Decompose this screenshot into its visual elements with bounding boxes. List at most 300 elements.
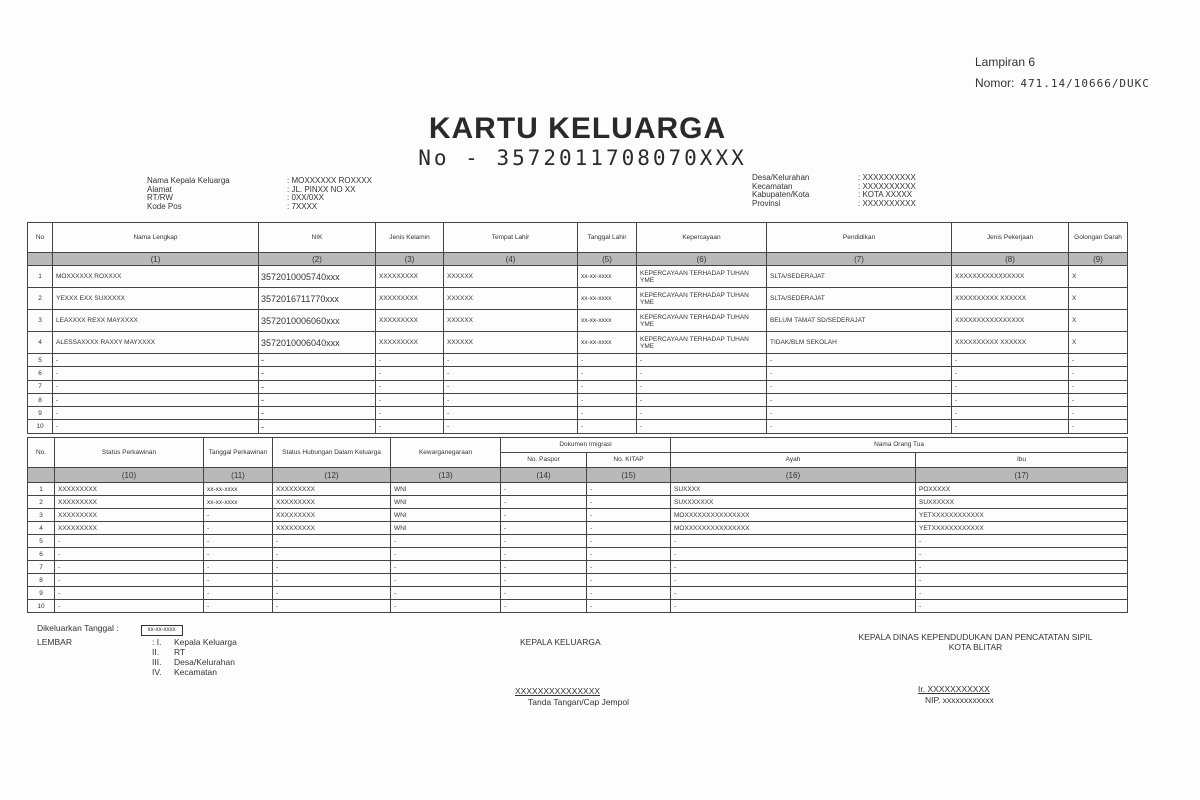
cell: XXXXXXXXX bbox=[55, 483, 204, 496]
lembar-roman: : I. bbox=[152, 637, 162, 647]
cell: - bbox=[578, 420, 637, 433]
col-index: (17) bbox=[916, 468, 1128, 483]
col-index: (16) bbox=[671, 468, 916, 483]
cell: 6 bbox=[28, 548, 55, 561]
col-index: (13) bbox=[391, 468, 501, 483]
col-index: (4) bbox=[444, 253, 578, 266]
cell: 5 bbox=[28, 535, 55, 548]
cell: - bbox=[637, 367, 767, 380]
cell: - bbox=[916, 561, 1128, 574]
cell: - bbox=[501, 600, 587, 613]
cell: 2 bbox=[28, 496, 55, 509]
col-header-ayah: Ayah bbox=[671, 453, 916, 468]
cell: - bbox=[587, 522, 671, 535]
cell: 3572010005740xxx bbox=[259, 266, 376, 288]
col-header-status-hubungan: Status Hubungan Dalam Keluarga bbox=[273, 438, 391, 468]
cell: 3 bbox=[28, 509, 55, 522]
col-header-tanggal-perkawinan: Tanggal Perkawinan bbox=[204, 438, 273, 468]
info-label: Kode Pos bbox=[147, 201, 182, 211]
cell: - bbox=[916, 548, 1128, 561]
cell: - bbox=[637, 420, 767, 433]
col-index: (8) bbox=[952, 253, 1069, 266]
cell: - bbox=[273, 548, 391, 561]
col-index: (10) bbox=[55, 468, 204, 483]
col-header-status-perkawinan: Status Perkawinan bbox=[55, 438, 204, 468]
lembar-list bbox=[37, 637, 237, 677]
info-label: Kabupaten/Kota bbox=[752, 190, 810, 199]
table-header-row bbox=[28, 223, 1128, 253]
info-label: Provinsi bbox=[752, 198, 781, 208]
col-header: Tempat Lahir bbox=[444, 223, 578, 253]
lembar-item bbox=[152, 637, 237, 647]
col-header: Kepercayaan bbox=[637, 223, 767, 253]
cell: - bbox=[376, 407, 444, 420]
cell: - bbox=[1069, 393, 1128, 406]
cell: - bbox=[587, 587, 671, 600]
cell: SLTA/SEDERAJAT bbox=[767, 266, 952, 288]
table-row bbox=[28, 288, 1128, 310]
cell: 7 bbox=[28, 561, 55, 574]
cell: - bbox=[53, 380, 259, 393]
cell: - bbox=[916, 574, 1128, 587]
cell: xx-xx-xxxx bbox=[578, 266, 637, 288]
info-value: : XXXXXXXXXX bbox=[858, 198, 916, 208]
table-row bbox=[28, 496, 1128, 509]
cell: - bbox=[204, 574, 273, 587]
info-label: Alamat bbox=[147, 184, 172, 194]
cell: - bbox=[671, 535, 916, 548]
info-value: : MOXXXXXX ROXXXX bbox=[287, 176, 372, 185]
cell: - bbox=[671, 561, 916, 574]
col-header: No bbox=[28, 223, 53, 253]
cell: KEPERCAYAAN TERHADAP TUHAN YME bbox=[637, 266, 767, 288]
cell: KEPERCAYAAN TERHADAP TUHAN YME bbox=[637, 288, 767, 310]
cell: XXXXXXXXXX XXXXXX bbox=[952, 332, 1069, 354]
cell: - bbox=[444, 367, 578, 380]
cell: - bbox=[444, 393, 578, 406]
cell: - bbox=[501, 535, 587, 548]
lembar-item bbox=[152, 647, 237, 657]
info-value: : JL. PINXX NO XX bbox=[287, 184, 356, 194]
lembar-roman: II. bbox=[152, 647, 160, 657]
cell: WNI bbox=[391, 522, 501, 535]
col-header: Jenis Kelamin bbox=[376, 223, 444, 253]
cell: XXXXXXXXX bbox=[376, 266, 444, 288]
cell: XXXXXXXXXXXXXXXX bbox=[952, 310, 1069, 332]
cell: - bbox=[637, 380, 767, 393]
col-index: (12) bbox=[273, 468, 391, 483]
cell: xx-xx-xxxx bbox=[578, 332, 637, 354]
cell: - bbox=[55, 574, 204, 587]
cell: TIDAK/BLM SEKOLAH bbox=[767, 332, 952, 354]
info-label: Kecamatan bbox=[752, 181, 793, 191]
cell: - bbox=[501, 509, 587, 522]
table-row bbox=[28, 574, 1128, 587]
cell: - bbox=[1069, 420, 1128, 433]
table-row bbox=[28, 600, 1128, 613]
cell: 7 bbox=[28, 380, 53, 393]
cell: - bbox=[444, 420, 578, 433]
kk-number: No - 3572011708070XXX bbox=[418, 146, 747, 170]
cell: XXXXXXXXXX XXXXXX bbox=[952, 288, 1069, 310]
table-row bbox=[28, 393, 1128, 406]
table-header-row bbox=[28, 438, 1128, 453]
cell: - bbox=[637, 407, 767, 420]
cell: - bbox=[587, 535, 671, 548]
cell: - bbox=[671, 600, 916, 613]
cell: - bbox=[578, 354, 637, 367]
cell: - bbox=[578, 380, 637, 393]
cell: KEPERCAYAAN TERHADAP TUHAN YME bbox=[637, 310, 767, 332]
cell: xx-xx-xxxx bbox=[204, 483, 273, 496]
cell: - bbox=[501, 587, 587, 600]
cell: SUXXXX bbox=[671, 483, 916, 496]
info-value: : XXXXXXXXXX bbox=[858, 173, 916, 182]
table-row bbox=[28, 367, 1128, 380]
col-header: Nama Lengkap bbox=[53, 223, 259, 253]
cell: - bbox=[376, 380, 444, 393]
signature-caption: Tanda Tangan/Cap Jempol bbox=[528, 697, 629, 707]
cell: - bbox=[391, 587, 501, 600]
cell: - bbox=[376, 420, 444, 433]
cell: - bbox=[1069, 380, 1128, 393]
info-label: Nama Kepala Keluarga bbox=[147, 176, 230, 185]
cell: - bbox=[916, 600, 1128, 613]
cell: - bbox=[637, 393, 767, 406]
cell: - bbox=[204, 548, 273, 561]
cell: - bbox=[587, 483, 671, 496]
cell: 4 bbox=[28, 522, 55, 535]
cell: - bbox=[204, 561, 273, 574]
col-header-no: No. bbox=[28, 438, 55, 468]
col-index: (1) bbox=[53, 253, 259, 266]
lembar-roman: III. bbox=[152, 657, 162, 667]
cell: 3572010006060xxx bbox=[259, 310, 376, 332]
cell: - bbox=[587, 509, 671, 522]
col-index bbox=[28, 468, 55, 483]
cell: - bbox=[55, 548, 204, 561]
cell: 2 bbox=[28, 288, 53, 310]
issued-label: Dikeluarkan Tanggal : bbox=[37, 623, 119, 633]
cell: WNI bbox=[391, 496, 501, 509]
header-info-left bbox=[147, 177, 372, 211]
table-row bbox=[28, 522, 1128, 535]
table-row bbox=[28, 561, 1128, 574]
col-index: (9) bbox=[1069, 253, 1128, 266]
cell: XXXXXXXXX bbox=[273, 496, 391, 509]
info-value: : XXXXXXXXXX bbox=[858, 181, 916, 191]
col-index bbox=[28, 253, 53, 266]
col-header-paspor: No. Paspor bbox=[501, 453, 587, 468]
cell: - bbox=[444, 354, 578, 367]
cell: - bbox=[767, 354, 952, 367]
cell: - bbox=[55, 535, 204, 548]
table-row bbox=[28, 266, 1128, 288]
attachment-label: Lampiran 6 bbox=[975, 55, 1036, 69]
cell: - bbox=[273, 587, 391, 600]
cell: - bbox=[273, 574, 391, 587]
cell: - bbox=[767, 393, 952, 406]
info-label: Desa/Kelurahan bbox=[752, 173, 810, 182]
kepala-keluarga-name: XXXXXXXXXXXXXXX bbox=[515, 686, 601, 696]
cell: X bbox=[1069, 332, 1128, 354]
cell: - bbox=[952, 367, 1069, 380]
cell: - bbox=[259, 407, 376, 420]
cell: XXXXXXXXX bbox=[376, 288, 444, 310]
lembar-roman: IV. bbox=[152, 667, 162, 677]
col-header: Pendidikan bbox=[767, 223, 952, 253]
cell: 6 bbox=[28, 367, 53, 380]
cell: - bbox=[376, 354, 444, 367]
cell: LEAXXXX REXX MAYXXXX bbox=[53, 310, 259, 332]
cell: XXXXXXXXX bbox=[376, 332, 444, 354]
cell: YEXXX EXX SUXXXXX bbox=[53, 288, 259, 310]
cell: - bbox=[273, 535, 391, 548]
cell: ALESSAXXXX RAXXY MAYXXXX bbox=[53, 332, 259, 354]
cell: BELUM TAMAT SD/SEDERAJAT bbox=[767, 310, 952, 332]
info-value: : KOTA XXXXX bbox=[858, 190, 913, 199]
col-index: (15) bbox=[587, 468, 671, 483]
cell: - bbox=[501, 496, 587, 509]
cell: - bbox=[53, 354, 259, 367]
cell: XXXXXXXXX bbox=[55, 496, 204, 509]
cell: - bbox=[952, 407, 1069, 420]
civil-status-table bbox=[27, 437, 1128, 613]
table-row bbox=[28, 535, 1128, 548]
cell: - bbox=[916, 587, 1128, 600]
table-row bbox=[28, 380, 1128, 393]
info-row bbox=[147, 186, 372, 195]
cell: XXXXXX bbox=[444, 310, 578, 332]
cell: XXXXXXXXXXXXXXXX bbox=[952, 266, 1069, 288]
cell: XXXXXXXXX bbox=[55, 522, 204, 535]
info-label: RT/RW bbox=[147, 193, 173, 202]
lembar-item bbox=[152, 657, 237, 667]
info-row bbox=[147, 203, 372, 212]
cell: - bbox=[952, 393, 1069, 406]
index-row bbox=[28, 253, 1128, 266]
document-number bbox=[975, 76, 1150, 90]
table-row bbox=[28, 483, 1128, 496]
col-header-ibu: Ibu bbox=[916, 453, 1128, 468]
cell: 1 bbox=[28, 483, 55, 496]
cell: - bbox=[637, 354, 767, 367]
col-header-kitap: No. KITAP bbox=[587, 453, 671, 468]
cell: - bbox=[501, 483, 587, 496]
cell: - bbox=[671, 574, 916, 587]
lembar-item-label: Kecamatan bbox=[174, 667, 217, 677]
info-value: : 0XX/0XX bbox=[287, 193, 324, 202]
lembar-item-label: RT bbox=[174, 647, 186, 657]
info-value: : 7XXXX bbox=[287, 201, 318, 211]
cell: MOXXXXXX ROXXXX bbox=[53, 266, 259, 288]
cell: - bbox=[1069, 354, 1128, 367]
cell: - bbox=[578, 367, 637, 380]
dinas-official-nip: NIP. xxxxxxxxxxxx bbox=[925, 695, 994, 705]
col-header-nama-orang-tua: Nama Orang Tua bbox=[671, 438, 1128, 453]
cell: 3572016711770xxx bbox=[259, 288, 376, 310]
cell: 9 bbox=[28, 587, 55, 600]
page-title: KARTU KELUARGA bbox=[428, 112, 727, 145]
cell: - bbox=[501, 522, 587, 535]
cell: - bbox=[53, 420, 259, 433]
table-row bbox=[28, 310, 1128, 332]
issued-date bbox=[37, 623, 183, 636]
cell: - bbox=[391, 574, 501, 587]
table-row bbox=[28, 407, 1128, 420]
cell: - bbox=[273, 561, 391, 574]
info-row bbox=[752, 200, 916, 209]
cell: 4 bbox=[28, 332, 53, 354]
cell: 8 bbox=[28, 393, 53, 406]
col-header: NIK bbox=[259, 223, 376, 253]
cell: 1 bbox=[28, 266, 53, 288]
cell: - bbox=[391, 600, 501, 613]
cell: 3572010006040xxx bbox=[259, 332, 376, 354]
lembar-item bbox=[152, 667, 237, 677]
cell: SUXXXXXX bbox=[916, 496, 1128, 509]
cell: - bbox=[55, 561, 204, 574]
cell: - bbox=[952, 420, 1069, 433]
cell: SUXXXXXXX bbox=[671, 496, 916, 509]
cell: - bbox=[53, 407, 259, 420]
lembar-item-label: Kepala Keluarga bbox=[174, 637, 237, 647]
kepala-keluarga-label: KEPALA KELUARGA bbox=[520, 637, 601, 647]
table-row bbox=[28, 332, 1128, 354]
cell: - bbox=[204, 509, 273, 522]
cell: XXXXXXXXX bbox=[273, 509, 391, 522]
cell: - bbox=[204, 587, 273, 600]
cell: - bbox=[204, 535, 273, 548]
cell: - bbox=[1069, 367, 1128, 380]
cell: - bbox=[767, 380, 952, 393]
lembar-label: LEMBAR bbox=[37, 637, 72, 647]
col-header-kewarganegaraan: Kewarganegaraan bbox=[391, 438, 501, 468]
cell: - bbox=[501, 574, 587, 587]
lembar-item-label: Desa/Kelurahan bbox=[174, 657, 235, 667]
cell: - bbox=[259, 420, 376, 433]
cell: XXXXXXXXX bbox=[273, 483, 391, 496]
col-header: Tanggal Lahir bbox=[578, 223, 637, 253]
col-index: (11) bbox=[204, 468, 273, 483]
header-info-right bbox=[752, 174, 916, 208]
cell: - bbox=[259, 367, 376, 380]
cell: X bbox=[1069, 310, 1128, 332]
col-index: (6) bbox=[637, 253, 767, 266]
cell: - bbox=[391, 561, 501, 574]
cell: - bbox=[501, 548, 587, 561]
cell: - bbox=[671, 587, 916, 600]
cell: - bbox=[578, 393, 637, 406]
cell: YETXXXXXXXXXXXX bbox=[916, 509, 1128, 522]
table-row bbox=[28, 509, 1128, 522]
col-header: Jenis Pekerjaan bbox=[952, 223, 1069, 253]
col-header-dokumen-imigrasi: Dokumen Imigrasi bbox=[501, 438, 671, 453]
col-index: (5) bbox=[578, 253, 637, 266]
dinas-label: KEPALA DINAS KEPENDUDUKAN DAN PENCATATAN SIPIL KOTA BLITAR bbox=[858, 632, 1093, 652]
cell: - bbox=[587, 561, 671, 574]
cell: - bbox=[587, 574, 671, 587]
col-index: (7) bbox=[767, 253, 952, 266]
table-row bbox=[28, 354, 1128, 367]
cell: - bbox=[767, 420, 952, 433]
issued-date-value: xx-xx-xxxx bbox=[141, 625, 183, 636]
cell: KEPERCAYAAN TERHADAP TUHAN YME bbox=[637, 332, 767, 354]
cell: xx-xx-xxxx bbox=[204, 496, 273, 509]
cell: - bbox=[259, 380, 376, 393]
cell: 5 bbox=[28, 354, 53, 367]
family-members-table bbox=[27, 222, 1128, 434]
cell: YETXXXXXXXXXXXX bbox=[916, 522, 1128, 535]
cell: - bbox=[916, 535, 1128, 548]
cell: - bbox=[273, 600, 391, 613]
cell: POXXXXX bbox=[916, 483, 1128, 496]
col-index: (3) bbox=[376, 253, 444, 266]
cell: XXXXXXXXX bbox=[273, 522, 391, 535]
cell: - bbox=[391, 535, 501, 548]
cell: - bbox=[1069, 407, 1128, 420]
cell: 9 bbox=[28, 407, 53, 420]
cell: X bbox=[1069, 266, 1128, 288]
cell: - bbox=[444, 407, 578, 420]
cell: MOXXXXXXXXXXXXXXX bbox=[671, 522, 916, 535]
cell: X bbox=[1069, 288, 1128, 310]
cell: 8 bbox=[28, 574, 55, 587]
cell: - bbox=[767, 367, 952, 380]
cell: WNI bbox=[391, 483, 501, 496]
cell: - bbox=[53, 367, 259, 380]
cell: - bbox=[587, 496, 671, 509]
cell: - bbox=[376, 367, 444, 380]
cell: - bbox=[587, 548, 671, 561]
col-header: Golongan Darah bbox=[1069, 223, 1128, 253]
cell: SLTA/SEDERAJAT bbox=[767, 288, 952, 310]
cell: - bbox=[55, 600, 204, 613]
cell: - bbox=[55, 587, 204, 600]
cell: - bbox=[671, 548, 916, 561]
cell: xx-xx-xxxx bbox=[578, 310, 637, 332]
cell: MOXXXXXXXXXXXXXXX bbox=[671, 509, 916, 522]
cell: - bbox=[259, 354, 376, 367]
col-index: (2) bbox=[259, 253, 376, 266]
cell: XXXXXX bbox=[444, 266, 578, 288]
cell: WNI bbox=[391, 509, 501, 522]
col-index: (14) bbox=[501, 468, 587, 483]
table-row bbox=[28, 420, 1128, 433]
cell: - bbox=[376, 393, 444, 406]
table-row bbox=[28, 587, 1128, 600]
cell: 10 bbox=[28, 420, 53, 433]
cell: - bbox=[501, 561, 587, 574]
cell: - bbox=[952, 380, 1069, 393]
cell: XXXXXX bbox=[444, 332, 578, 354]
cell: - bbox=[204, 600, 273, 613]
cell: - bbox=[53, 393, 259, 406]
table-row bbox=[28, 548, 1128, 561]
cell: - bbox=[259, 393, 376, 406]
cell: XXXXXXXXX bbox=[55, 509, 204, 522]
cell: - bbox=[578, 407, 637, 420]
dinas-official-name: Ir. XXXXXXXXXXX bbox=[918, 684, 990, 694]
cell: XXXXXX bbox=[444, 288, 578, 310]
cell: - bbox=[204, 522, 273, 535]
nomor-value: 471.14/10666/DUKC bbox=[1020, 77, 1150, 90]
cell: - bbox=[391, 548, 501, 561]
cell: 10 bbox=[28, 600, 55, 613]
cell: - bbox=[952, 354, 1069, 367]
index-row bbox=[28, 468, 1128, 483]
cell: - bbox=[587, 600, 671, 613]
